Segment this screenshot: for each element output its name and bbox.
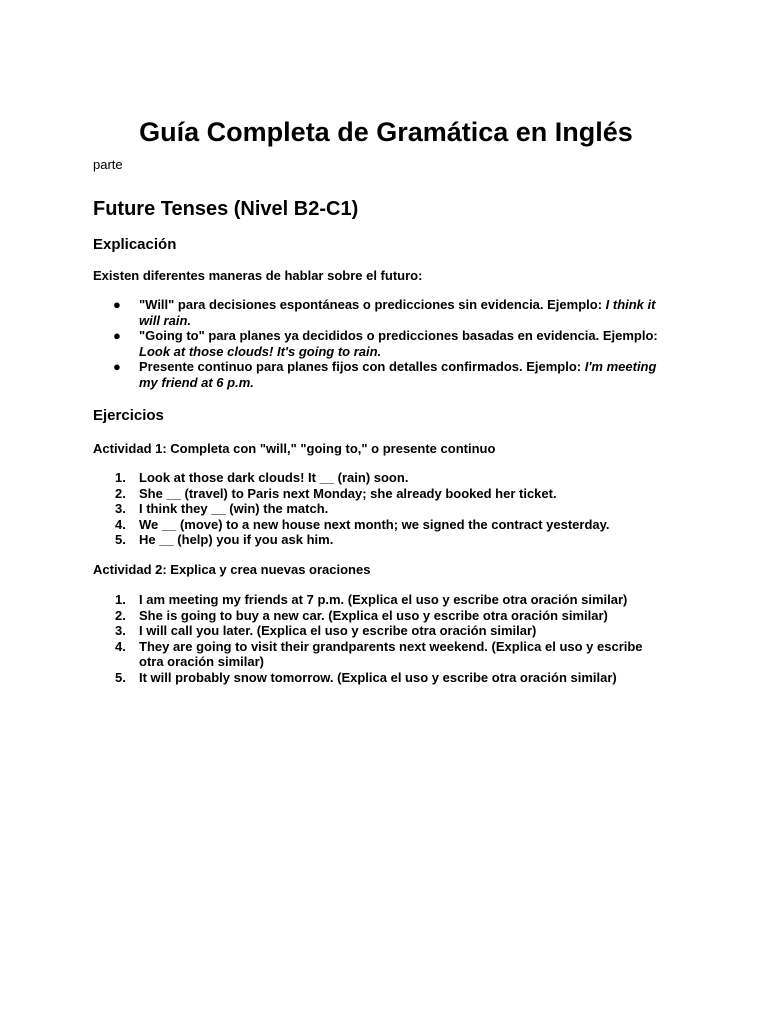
list-item: [93, 639, 663, 670]
list-item-text: It will probably snow tomorrow. (Explica el uso y escribe otra oración similar): [139, 669, 617, 685]
actividad1-list: [93, 470, 663, 548]
bullet-item: [93, 359, 663, 390]
bullet-example: I think it will rain.: [139, 297, 656, 328]
bullet-text: "Will" para decisiones espontáneas o predicciones sin evidencia. Ejemplo:: [139, 297, 606, 312]
bullet-example: I'm meeting my friend at 6 p.m.: [139, 359, 657, 390]
bullet-example: Look at those clouds! It's going to rain.: [139, 343, 382, 359]
ejercicios-heading: Ejercicios: [93, 407, 164, 424]
list-item-text: She __ (travel) to Paris next Monday; she already booked her ticket.: [139, 485, 557, 501]
list-item: [93, 517, 663, 533]
list-item: [93, 486, 663, 502]
bullet-marker: ●: [113, 359, 121, 374]
list-item-text: He __ (help) you if you ask him.: [139, 532, 334, 547]
list-item-text: I am meeting my friends at 7 p.m. (Explica el uso y escribe otra oración similar): [139, 592, 628, 607]
list-number: 3.: [115, 623, 126, 638]
list-number: 2.: [115, 485, 126, 501]
list-item: [93, 532, 663, 548]
list-number: 5.: [115, 669, 126, 685]
list-item-text: They are going to visit their grandparents next weekend. (Explica el uso y escribe otra oración similar): [139, 638, 643, 669]
bullet-item: [93, 297, 663, 328]
bullet-text: Presente continuo para planes fijos con detalles confirmados. Ejemplo:: [139, 359, 585, 374]
explicacion-heading: Explicación: [93, 236, 177, 253]
section-title: Future Tenses (Nivel B2-C1): [93, 198, 359, 220]
actividad2-title: Actividad 2: Explica y crea nuevas oraciones: [93, 562, 371, 577]
explicacion-bullet-list: [93, 297, 663, 390]
list-number: 4.: [115, 638, 126, 654]
actividad1-title: Actividad 1: Completa con "will," "going to," o presente continuo: [93, 441, 496, 456]
list-number: 3.: [115, 501, 126, 516]
list-item: [93, 592, 663, 608]
list-number: 1.: [115, 470, 126, 485]
page-title: Guía Completa de Gramática en Inglés: [139, 117, 633, 147]
bullet-marker: ●: [113, 297, 121, 312]
subtitle: parte: [93, 157, 123, 172]
list-number: 4.: [115, 516, 126, 532]
list-item: [93, 623, 663, 639]
list-number: 1.: [115, 592, 126, 607]
bullet-text: "Going to" para planes ya decididos o predicciones basadas en evidencia. Ejemplo:: [139, 328, 658, 343]
list-item-text: Look at those dark clouds! It __ (rain) soon.: [139, 470, 409, 485]
bullet-item: [93, 328, 663, 359]
explicacion-intro: Existen diferentes maneras de hablar sobre el futuro:: [93, 268, 423, 283]
list-item: [93, 608, 663, 624]
actividad2-list: [93, 592, 663, 685]
list-number: 5.: [115, 532, 126, 547]
list-item-text: I think they __ (win) the match.: [139, 501, 329, 516]
list-item: [93, 470, 663, 486]
list-item: [93, 670, 663, 686]
list-item-text: She is going to buy a new car. (Explica el uso y escribe otra oración similar): [139, 607, 608, 623]
list-number: 2.: [115, 607, 126, 623]
list-item-text: I will call you later. (Explica el uso y escribe otra oración similar): [139, 623, 537, 638]
list-item: [93, 501, 663, 517]
list-item-text: We __ (move) to a new house next month; we signed the contract yesterday.: [139, 516, 610, 532]
bullet-marker: ●: [113, 328, 121, 343]
